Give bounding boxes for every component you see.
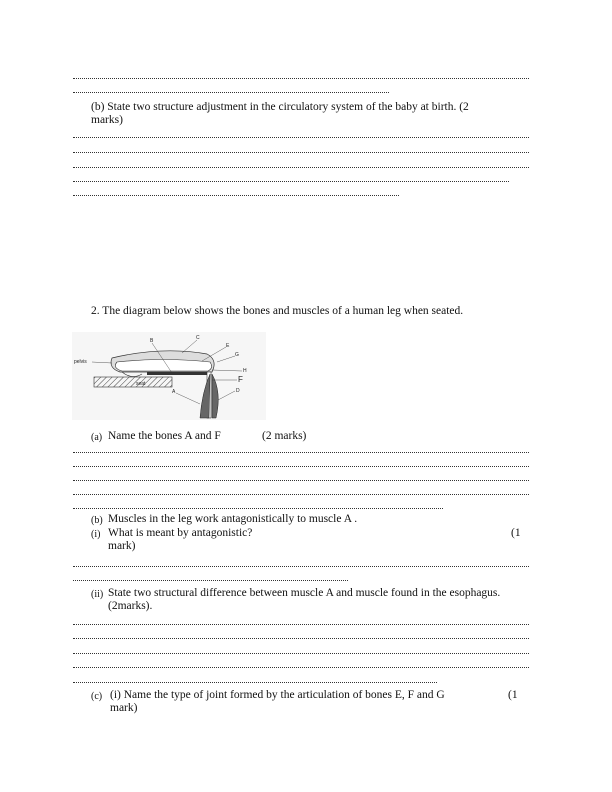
- question-2a: Name the bones A and F: [108, 430, 221, 442]
- question-2-intro: 2. The diagram below shows the bones and muscles of a human leg when seated.: [91, 305, 464, 317]
- answer-line[interactable]: [73, 494, 529, 495]
- answer-line[interactable]: [73, 508, 443, 509]
- answer-line[interactable]: [73, 480, 529, 481]
- question-2c-marks: (1: [508, 689, 518, 701]
- answer-line[interactable]: [73, 78, 529, 79]
- question-2bii-marks: (2marks).: [108, 600, 153, 612]
- answer-line[interactable]: [73, 653, 529, 654]
- answer-line[interactable]: [73, 195, 399, 196]
- answer-line[interactable]: [73, 181, 509, 182]
- answer-line[interactable]: [73, 92, 389, 93]
- answer-line[interactable]: [73, 466, 529, 467]
- answer-line[interactable]: [73, 566, 529, 567]
- label-b: B: [150, 338, 154, 344]
- question-2bi-marks-cont: mark): [108, 540, 136, 552]
- label-seat: seat: [136, 381, 146, 387]
- question-2c: (i) Name the type of joint formed by the articulation of bones E, F and G: [110, 689, 445, 701]
- label-g: G: [235, 352, 239, 358]
- question-2c-number: (c): [91, 691, 103, 702]
- answer-line[interactable]: [73, 580, 348, 581]
- label-c: C: [196, 335, 200, 341]
- label-f: F: [238, 375, 243, 384]
- answer-line[interactable]: [73, 167, 529, 168]
- question-2bi-number: (i): [91, 529, 101, 540]
- label-e: E: [226, 343, 230, 349]
- question-2a-number: (a): [91, 432, 103, 443]
- question-2bii-number: (ii): [91, 589, 104, 600]
- question-2bi: What is meant by antagonistic?: [108, 527, 253, 539]
- answer-line[interactable]: [73, 452, 529, 453]
- label-pelvis: pelvis: [74, 359, 87, 365]
- question-2b: Muscles in the leg work antagonistically to muscle A .: [108, 513, 358, 525]
- answer-line[interactable]: [73, 638, 529, 639]
- question-1b-marks: marks): [91, 114, 123, 126]
- question-2bii: State two structural difference between muscle A and muscle found in the esophagus.: [108, 587, 501, 599]
- label-d: D: [236, 388, 240, 394]
- question-2a-marks: (2 marks): [262, 430, 307, 442]
- label-h: H: [243, 368, 247, 374]
- question-2bi-marks: (1: [511, 527, 521, 539]
- answer-line[interactable]: [73, 682, 437, 683]
- answer-line[interactable]: [73, 152, 529, 153]
- question-2b-number: (b): [91, 515, 103, 526]
- answer-line[interactable]: [73, 137, 529, 138]
- leg-diagram: [72, 332, 266, 420]
- answer-line[interactable]: [73, 667, 529, 668]
- label-a: A: [172, 389, 176, 395]
- question-2c-marks-cont: mark): [110, 702, 138, 714]
- question-1b: (b) State two structure adjustment in the circulatory system of the baby at birth. (2: [91, 101, 469, 113]
- answer-line[interactable]: [73, 624, 529, 625]
